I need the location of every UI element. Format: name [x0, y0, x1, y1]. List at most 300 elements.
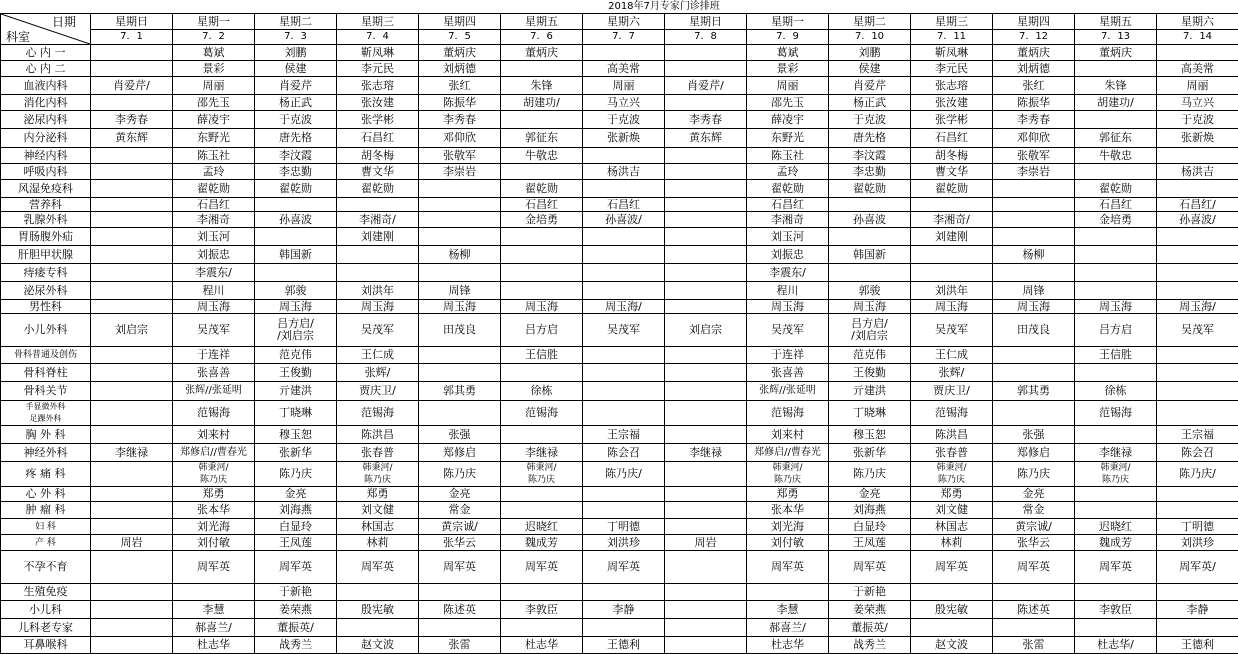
schedule-cell: 李忠勤 — [255, 164, 337, 180]
schedule-cell — [583, 228, 665, 246]
schedule-cell: 邓仰欣 — [419, 129, 501, 148]
schedule-cell — [1157, 347, 1238, 364]
schedule-cell: 郝喜兰/ — [173, 619, 255, 637]
schedule-cell — [1157, 364, 1238, 382]
schedule-cell: 周玉海 — [337, 300, 419, 314]
schedule-cell: 张春普 — [337, 444, 419, 462]
schedule-cell — [993, 401, 1075, 426]
schedule-cell: 唐先格 — [255, 129, 337, 148]
schedule-cell: 吕方启 — [501, 314, 583, 347]
date-header: 7．6 — [501, 30, 583, 45]
schedule-cell: 张本华 — [747, 502, 829, 519]
schedule-cell: 刘鹏 — [829, 45, 911, 61]
schedule-cell — [665, 426, 747, 444]
table-row — [1, 487, 1238, 502]
schedule-cell: 周军英 — [255, 551, 337, 584]
date-header: 7．3 — [255, 30, 337, 45]
schedule-cell: 林莉 — [911, 535, 993, 551]
schedule-cell — [501, 164, 583, 180]
schedule-cell — [665, 487, 747, 502]
schedule-cell — [583, 502, 665, 519]
table-row — [1, 212, 1238, 228]
table-row — [1, 148, 1238, 164]
schedule-cell — [911, 264, 993, 282]
schedule-cell: 徐栋 — [501, 382, 583, 401]
schedule-cell: 迟晓红 — [1075, 519, 1157, 535]
cell-line: 陈乃庆 — [911, 474, 992, 486]
schedule-cell — [1075, 462, 1157, 487]
schedule-cell — [91, 148, 173, 164]
schedule-cell: 张辉/ — [337, 364, 419, 382]
schedule-cell: 王仁成 — [911, 347, 993, 364]
schedule-cell: 周军英/ — [1157, 551, 1238, 584]
schedule-cell: 郭骏 — [829, 282, 911, 300]
dept-cell: 泌尿外科 — [1, 282, 91, 300]
schedule-cell: 丁明德 — [583, 519, 665, 535]
schedule-cell — [993, 228, 1075, 246]
date-header: 7．7 — [583, 30, 665, 45]
table-row — [1, 314, 1238, 347]
table-row — [1, 637, 1238, 654]
schedule-cell: 杨洪吉 — [583, 164, 665, 180]
schedule-cell: 范克伟 — [255, 347, 337, 364]
schedule-cell: 张志瑢 — [911, 77, 993, 95]
dept-cell: 不孕不育 — [1, 551, 91, 584]
dept-cell: 肿 瘤 科 — [1, 502, 91, 519]
schedule-cell: 迟晓红 — [501, 519, 583, 535]
schedule-cell: 周玉海 — [501, 300, 583, 314]
schedule-table — [0, 13, 1238, 654]
schedule-cell — [501, 246, 583, 264]
schedule-cell — [1075, 364, 1157, 382]
schedule-cell: 范锡海 — [173, 401, 255, 426]
schedule-cell: 郭其勇 — [419, 382, 501, 401]
schedule-cell: 石昌红 — [501, 198, 583, 212]
table-row — [1, 382, 1238, 401]
table-row — [1, 502, 1238, 519]
schedule-cell: 陈乃庆 — [419, 462, 501, 487]
schedule-cell: 王凤莲 — [255, 535, 337, 551]
dept-cell: 泌尿内科 — [1, 111, 91, 129]
schedule-cell: 孙喜波 — [255, 212, 337, 228]
table-row — [1, 180, 1238, 198]
schedule-cell — [91, 401, 173, 426]
dept-cell: 痔瘘专科 — [1, 264, 91, 282]
dept-cell: 心 内 二 — [1, 61, 91, 77]
schedule-cell: 姜荣燕 — [255, 601, 337, 619]
schedule-cell: 周军英 — [911, 551, 993, 584]
schedule-cell: 范锡海 — [747, 401, 829, 426]
schedule-cell — [665, 164, 747, 180]
dept-cell: 妇 科 — [1, 519, 91, 535]
schedule-cell: 田茂良 — [419, 314, 501, 347]
schedule-cell: 王信胜 — [501, 347, 583, 364]
schedule-cell — [501, 228, 583, 246]
schedule-cell: 刘炳德 — [419, 61, 501, 77]
schedule-cell: 孟玲 — [173, 164, 255, 180]
schedule-cell: 李震东/ — [747, 264, 829, 282]
dept-cell: 消化内科 — [1, 95, 91, 111]
schedule-cell: 刘付敏 — [747, 535, 829, 551]
schedule-cell — [91, 462, 173, 487]
table-row — [1, 61, 1238, 77]
schedule-cell: 刘振忠 — [173, 246, 255, 264]
schedule-cell — [1075, 487, 1157, 502]
schedule-cell: 陈振华 — [419, 95, 501, 111]
schedule-cell: 杨正武 — [255, 95, 337, 111]
schedule-cell: 郭征东 — [501, 129, 583, 148]
schedule-cell: 郭其勇 — [993, 382, 1075, 401]
schedule-cell: 李继禄 — [1075, 444, 1157, 462]
weekday-header: 星期二 — [829, 14, 911, 30]
schedule-cell: 李慧 — [747, 601, 829, 619]
schedule-cell: 石昌红 — [583, 198, 665, 212]
schedule-cell: 李秀春 — [665, 111, 747, 129]
schedule-cell: 刘来村 — [173, 426, 255, 444]
table-row — [1, 426, 1238, 444]
schedule-cell: 张新焕 — [583, 129, 665, 148]
schedule-cell: 杨洪吉 — [1157, 164, 1238, 180]
schedule-cell — [91, 264, 173, 282]
schedule-cell — [91, 246, 173, 264]
table-row — [1, 584, 1238, 601]
schedule-cell: 周玉海 — [747, 300, 829, 314]
schedule-cell: 王德利 — [583, 637, 665, 654]
schedule-cell: 王宗福 — [1157, 426, 1238, 444]
schedule-cell: 刘建刚 — [337, 228, 419, 246]
schedule-cell: 白显玲 — [255, 519, 337, 535]
schedule-cell — [337, 246, 419, 264]
dept-cell: 乳腺外科 — [1, 212, 91, 228]
schedule-cell: 刘洪珍 — [583, 535, 665, 551]
dept-cell: 风湿免疫科 — [1, 180, 91, 198]
schedule-cell: 吕方启 — [1075, 314, 1157, 347]
schedule-cell: 陈洪昌 — [911, 426, 993, 444]
schedule-cell: 于克波 — [1157, 111, 1238, 129]
schedule-cell: 王仁成 — [337, 347, 419, 364]
schedule-cell: 李秀春 — [993, 111, 1075, 129]
schedule-cell: 周丽 — [747, 77, 829, 95]
schedule-cell: 刘海燕 — [829, 502, 911, 519]
weekday-header: 星期日 — [665, 14, 747, 30]
table-row — [1, 111, 1238, 129]
schedule-cell: 李崇岩 — [993, 164, 1075, 180]
corner-date-label: 日期 — [52, 16, 76, 28]
schedule-cell — [911, 246, 993, 264]
schedule-cell: 战秀兰 — [829, 637, 911, 654]
schedule-cell: 杜志华 — [747, 637, 829, 654]
schedule-cell: 张志瑢 — [337, 77, 419, 95]
cell-line: 吕方启/ — [255, 318, 336, 330]
schedule-cell — [91, 502, 173, 519]
schedule-cell: 李汶霞 — [255, 148, 337, 164]
schedule-cell — [665, 61, 747, 77]
schedule-cell: 郭征东 — [1075, 129, 1157, 148]
schedule-cell — [829, 228, 911, 246]
schedule-cell: 王宗福 — [583, 426, 665, 444]
schedule-cell — [665, 551, 747, 584]
weekday-header: 星期四 — [993, 14, 1075, 30]
schedule-cell — [665, 95, 747, 111]
schedule-cell — [501, 364, 583, 382]
schedule-cell: 刘鹏 — [255, 45, 337, 61]
schedule-cell: 刘启宗 — [91, 314, 173, 347]
schedule-cell: 陈会召 — [1157, 444, 1238, 462]
schedule-cell: 魏成芳 — [501, 535, 583, 551]
schedule-cell: 张雷 — [993, 637, 1075, 654]
schedule-cell — [665, 246, 747, 264]
sheet-title: 2018年7月专家门诊排班 — [90, 0, 1238, 13]
schedule-cell — [1157, 45, 1238, 61]
schedule-cell — [1075, 111, 1157, 129]
schedule-cell: 范锡海 — [1075, 401, 1157, 426]
schedule-cell: 李忠勤 — [829, 164, 911, 180]
schedule-cell: 刘光海 — [747, 519, 829, 535]
schedule-cell — [665, 502, 747, 519]
schedule-cell: 周军英 — [501, 551, 583, 584]
schedule-cell: 董炳庆 — [501, 45, 583, 61]
dept-cell: 神经内科 — [1, 148, 91, 164]
schedule-cell: 陈乃庆 — [993, 462, 1075, 487]
schedule-cell — [255, 314, 337, 347]
schedule-cell — [255, 198, 337, 212]
table-row — [1, 401, 1238, 426]
schedule-cell: 刘付敏 — [173, 535, 255, 551]
schedule-cell: 穆玉恕 — [829, 426, 911, 444]
schedule-cell: 刘炳德 — [993, 61, 1075, 77]
schedule-cell — [91, 95, 173, 111]
dept-cell: 耳鼻喉科 — [1, 637, 91, 654]
schedule-cell: 张华云 — [419, 535, 501, 551]
schedule-cell: 翟乾勋 — [173, 180, 255, 198]
schedule-cell: 于连祥 — [747, 347, 829, 364]
schedule-cell: 陈乃庆 — [255, 462, 337, 487]
schedule-cell: 曹文华 — [911, 164, 993, 180]
schedule-cell: 刘建刚 — [911, 228, 993, 246]
schedule-cell: 侯建 — [255, 61, 337, 77]
schedule-cell — [501, 111, 583, 129]
schedule-cell — [1075, 502, 1157, 519]
weekday-header: 星期一 — [173, 14, 255, 30]
schedule-cell — [91, 364, 173, 382]
schedule-cell: 穆玉恕 — [255, 426, 337, 444]
schedule-cell: 丁晓琳 — [829, 401, 911, 426]
schedule-cell: 张华云 — [993, 535, 1075, 551]
dept-cell: 产 科 — [1, 535, 91, 551]
schedule-cell — [911, 584, 993, 601]
schedule-cell: 周岩 — [665, 535, 747, 551]
schedule-cell: 殷宪敏 — [911, 601, 993, 619]
schedule-cell: 王信胜 — [1075, 347, 1157, 364]
schedule-cell: 刘洪珍 — [1157, 535, 1238, 551]
date-header: 7．9 — [747, 30, 829, 45]
weekday-header: 星期一 — [747, 14, 829, 30]
schedule-cell — [91, 551, 173, 584]
schedule-cell: 郑勇 — [911, 487, 993, 502]
schedule-cell — [1157, 502, 1238, 519]
schedule-cell — [911, 198, 993, 212]
schedule-cell: 于连祥 — [173, 347, 255, 364]
schedule-cell: 张强 — [419, 426, 501, 444]
table-row — [1, 77, 1238, 95]
schedule-cell: 吴茂军 — [173, 314, 255, 347]
schedule-cell: 张新华 — [255, 444, 337, 462]
schedule-cell: 李湘奇 — [173, 212, 255, 228]
dept-cell: 神经外科 — [1, 444, 91, 462]
schedule-cell: 郑修启//曹春光 — [747, 444, 829, 462]
schedule-cell: 周锋 — [419, 282, 501, 300]
dept-cell: 骨科关节 — [1, 382, 91, 401]
schedule-cell — [665, 584, 747, 601]
schedule-cell — [1157, 228, 1238, 246]
schedule-cell: 张敬军 — [993, 148, 1075, 164]
schedule-cell: 李元民 — [337, 61, 419, 77]
schedule-cell — [91, 382, 173, 401]
schedule-cell: 刘文健 — [337, 502, 419, 519]
schedule-cell: 张红 — [419, 77, 501, 95]
schedule-cell — [583, 264, 665, 282]
schedule-cell: 张雷 — [419, 637, 501, 654]
schedule-cell: 杨柳 — [993, 246, 1075, 264]
schedule-cell: 刘洪年 — [911, 282, 993, 300]
schedule-cell: 周军英 — [747, 551, 829, 584]
schedule-cell — [501, 584, 583, 601]
cell-line: 韩秉河/ — [911, 462, 992, 474]
schedule-cell: 石昌红 — [747, 198, 829, 212]
schedule-cell: 张辉/ — [911, 364, 993, 382]
schedule-cell — [665, 382, 747, 401]
table-row — [1, 129, 1238, 148]
schedule-cell: 张本华 — [173, 502, 255, 519]
table-row — [1, 551, 1238, 584]
schedule-cell: 翟乾勋 — [911, 180, 993, 198]
schedule-cell — [419, 264, 501, 282]
schedule-cell: 翟乾勋 — [255, 180, 337, 198]
schedule-cell: 周玉海 — [911, 300, 993, 314]
schedule-cell — [1157, 148, 1238, 164]
schedule-cell: 周玉海/ — [1157, 300, 1238, 314]
schedule-cell: 吴茂军 — [1157, 314, 1238, 347]
date-header: 7．5 — [419, 30, 501, 45]
schedule-cell — [255, 228, 337, 246]
table-row — [1, 95, 1238, 111]
schedule-cell: 刘振忠 — [747, 246, 829, 264]
schedule-cell: 马立兴 — [1157, 95, 1238, 111]
schedule-cell — [1157, 382, 1238, 401]
cell-line: 韩秉河/ — [747, 462, 828, 474]
table-row — [1, 45, 1238, 61]
schedule-cell: 陈乃庆/ — [583, 462, 665, 487]
schedule-cell: 吴茂军 — [747, 314, 829, 347]
schedule-cell: 李秀春 — [419, 111, 501, 129]
schedule-cell — [1075, 228, 1157, 246]
schedule-cell: 周岩 — [91, 535, 173, 551]
schedule-cell: 于克波 — [583, 111, 665, 129]
schedule-cell: 程川 — [747, 282, 829, 300]
dept-cell: 营养科 — [1, 198, 91, 212]
schedule-cell — [665, 347, 747, 364]
header-row-weekdays — [1, 14, 1238, 30]
schedule-cell: 金亮 — [419, 487, 501, 502]
schedule-cell — [501, 282, 583, 300]
schedule-cell — [665, 264, 747, 282]
schedule-cell: 孙喜波 — [829, 212, 911, 228]
schedule-cell — [501, 487, 583, 502]
schedule-cell — [1075, 426, 1157, 444]
cell-line: 韩秉河/ — [173, 462, 254, 474]
schedule-cell: 王俊勤 — [255, 364, 337, 382]
schedule-cell: 田茂良 — [993, 314, 1075, 347]
cell-line: 手显微外科 — [1, 401, 90, 413]
dept-cell: 疼 痛 科 — [1, 462, 91, 487]
schedule-cell — [173, 584, 255, 601]
schedule-cell: 石昌红/ — [1157, 198, 1238, 212]
schedule-cell: 邵先玉 — [173, 95, 255, 111]
schedule-cell: 林国志 — [337, 519, 419, 535]
schedule-cell: 李汶霞 — [829, 148, 911, 164]
schedule-cell — [829, 198, 911, 212]
schedule-cell: 周军英 — [419, 551, 501, 584]
schedule-cell: 张新华 — [829, 444, 911, 462]
schedule-cell — [91, 164, 173, 180]
schedule-cell — [91, 180, 173, 198]
cell-line: 足踝外科 — [1, 413, 90, 425]
schedule-cell — [747, 584, 829, 601]
schedule-cell: 姜荣燕 — [829, 601, 911, 619]
schedule-cell: 吴茂军 — [337, 314, 419, 347]
schedule-cell — [501, 502, 583, 519]
schedule-cell: 周军英 — [829, 551, 911, 584]
schedule-cell — [1075, 264, 1157, 282]
schedule-cell: 于新艳 — [829, 584, 911, 601]
schedule-cell: 郑修启 — [993, 444, 1075, 462]
weekday-header: 星期五 — [501, 14, 583, 30]
schedule-cell: 金亮 — [993, 487, 1075, 502]
cell-line: 陈乃庆 — [501, 474, 582, 486]
schedule-cell — [1075, 246, 1157, 264]
schedule-cell — [337, 198, 419, 212]
schedule-cell — [501, 61, 583, 77]
schedule-cell: 李元民 — [911, 61, 993, 77]
schedule-cell: 周锋 — [993, 282, 1075, 300]
dept-cell: 骨科普通及创伤 — [1, 347, 91, 364]
dept-cell — [1, 401, 91, 426]
schedule-cell — [1075, 61, 1157, 77]
schedule-cell: 翟乾勋 — [501, 180, 583, 198]
schedule-cell: 周军英 — [337, 551, 419, 584]
schedule-cell — [993, 198, 1075, 212]
schedule-cell: 郭骏 — [255, 282, 337, 300]
schedule-cell — [911, 462, 993, 487]
schedule-cell: 景彩 — [747, 61, 829, 77]
schedule-cell — [1157, 180, 1238, 198]
table-row — [1, 300, 1238, 314]
schedule-cell: 范锡海 — [337, 401, 419, 426]
schedule-cell: 杨柳 — [419, 246, 501, 264]
header-row-dates — [1, 30, 1238, 45]
schedule-cell: 金亮 — [255, 487, 337, 502]
schedule-cell: 于克波 — [829, 111, 911, 129]
table-row — [1, 164, 1238, 180]
schedule-cell: 高美常 — [583, 61, 665, 77]
corner-cell — [1, 14, 91, 45]
schedule-cell: 林莉 — [337, 535, 419, 551]
schedule-cell: 肖爱芹 — [829, 77, 911, 95]
date-header: 7．1 — [91, 30, 173, 45]
schedule-cell: 郑修启 — [419, 444, 501, 462]
schedule-cell: 周军英 — [993, 551, 1075, 584]
schedule-cell: 葛斌 — [173, 45, 255, 61]
